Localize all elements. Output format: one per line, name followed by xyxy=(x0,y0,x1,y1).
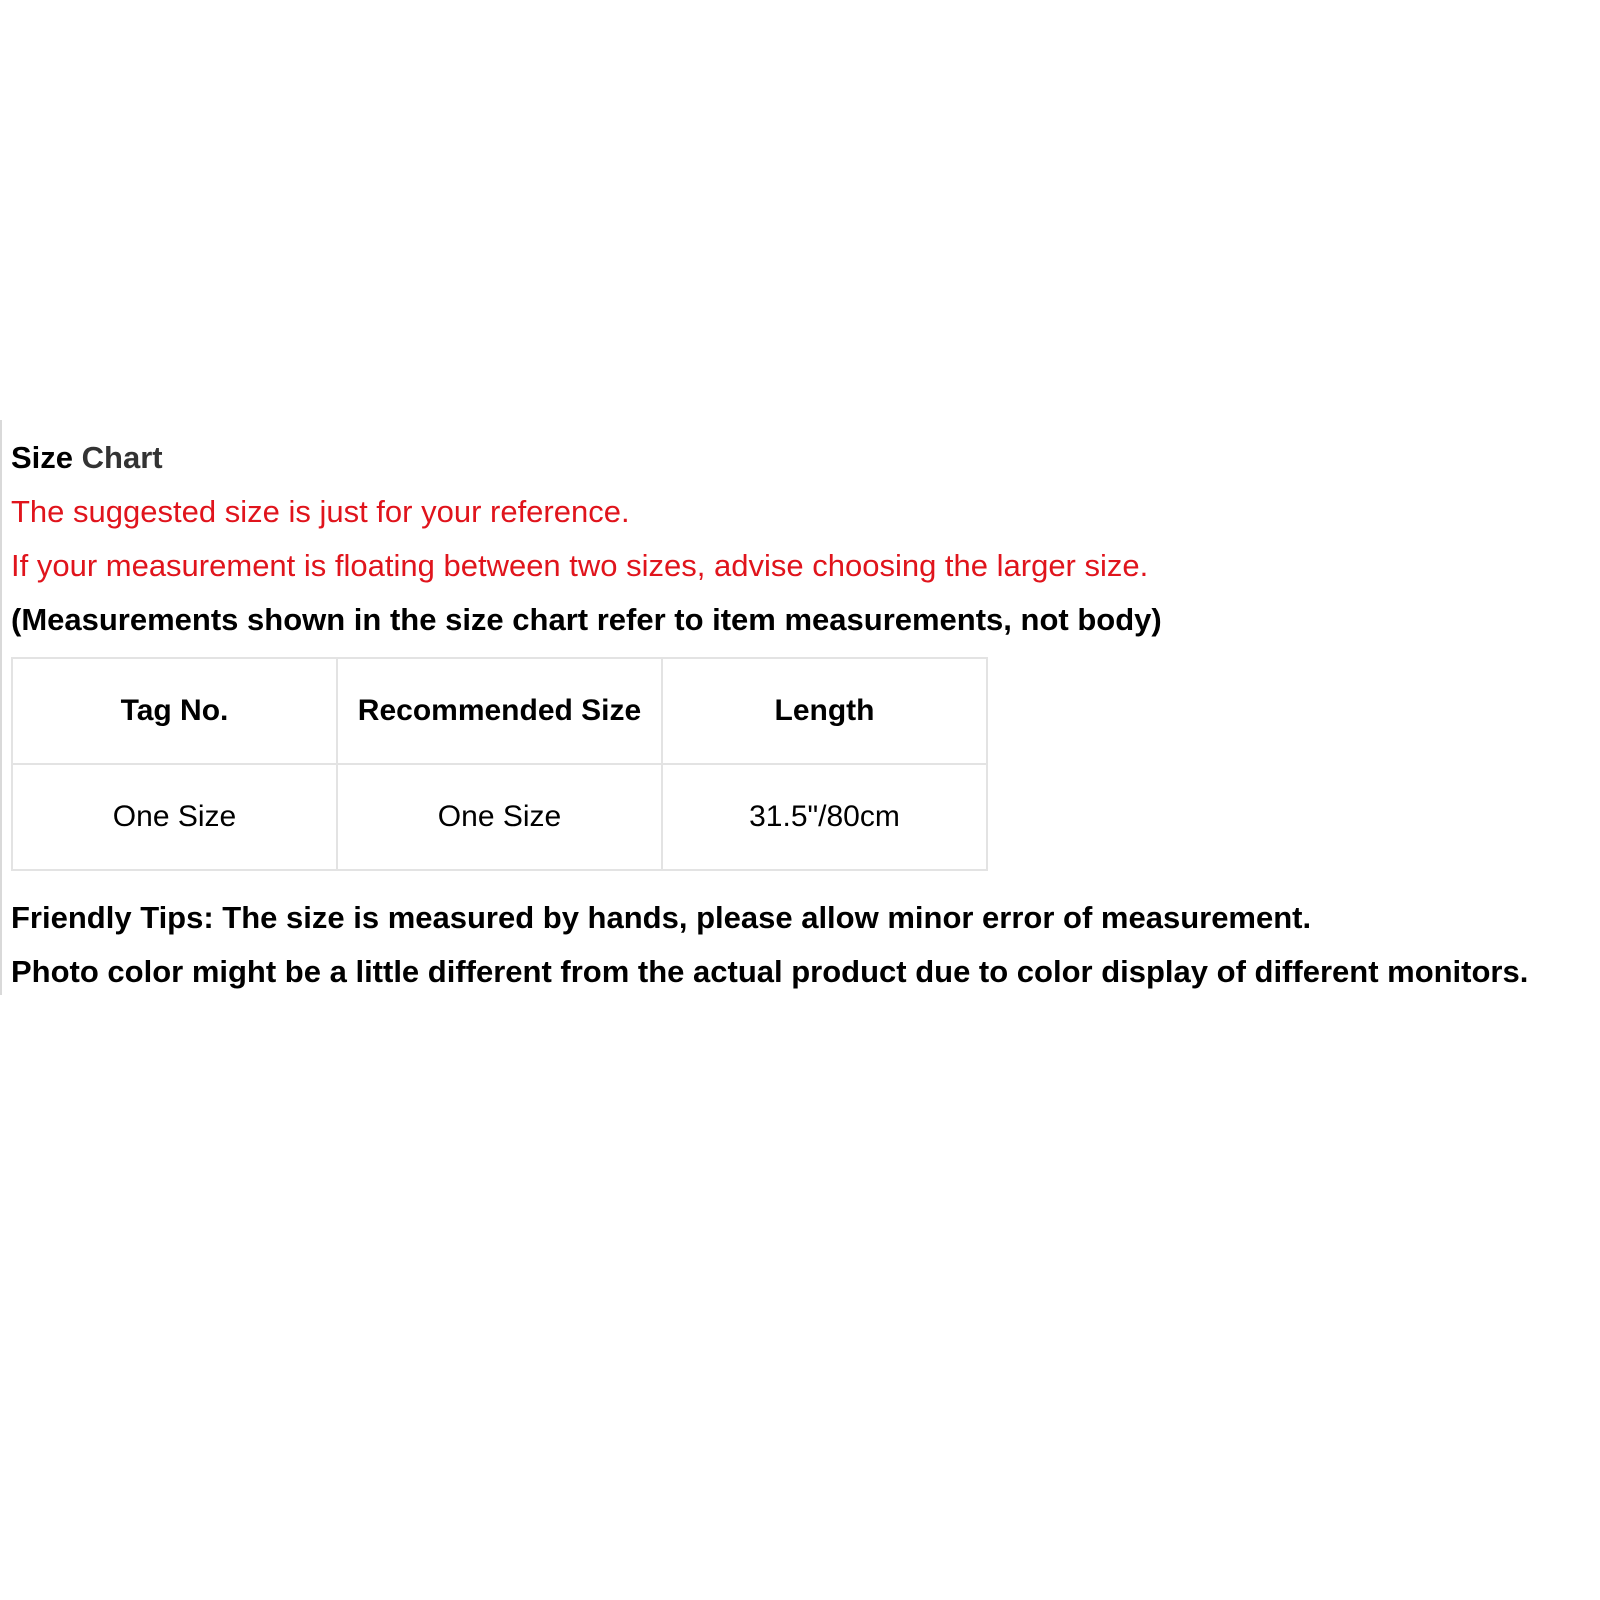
header-length: Length xyxy=(662,658,987,764)
table-row xyxy=(12,764,987,870)
table-header-row xyxy=(12,658,987,764)
between-sizes-notice: If your measurement is floating between two sizes, advise choosing the larger size. xyxy=(11,548,1149,583)
header-recommended-size: Recommended Size xyxy=(337,658,662,764)
size-table xyxy=(11,657,988,871)
cell-tag-no: One Size xyxy=(12,764,337,870)
size-chart-title xyxy=(11,440,163,476)
reference-notice: The suggested size is just for your reference. xyxy=(11,494,630,529)
photo-color-tip: Photo color might be a little different from the actual product due to color display of different monitors. xyxy=(11,954,1529,989)
header-tag-no: Tag No. xyxy=(12,658,337,764)
size-chart-section xyxy=(0,420,1600,995)
measurement-note: (Measurements shown in the size chart refer to item measurements, not body) xyxy=(11,602,1162,637)
friendly-tips: Friendly Tips: The size is measured by hands, please allow minor error of measurement. xyxy=(11,900,1312,935)
cell-recommended-size: One Size xyxy=(337,764,662,870)
title-part-size: Size xyxy=(11,440,74,475)
title-part-chart: Chart xyxy=(81,440,163,475)
cell-length: 31.5"/80cm xyxy=(662,764,987,870)
